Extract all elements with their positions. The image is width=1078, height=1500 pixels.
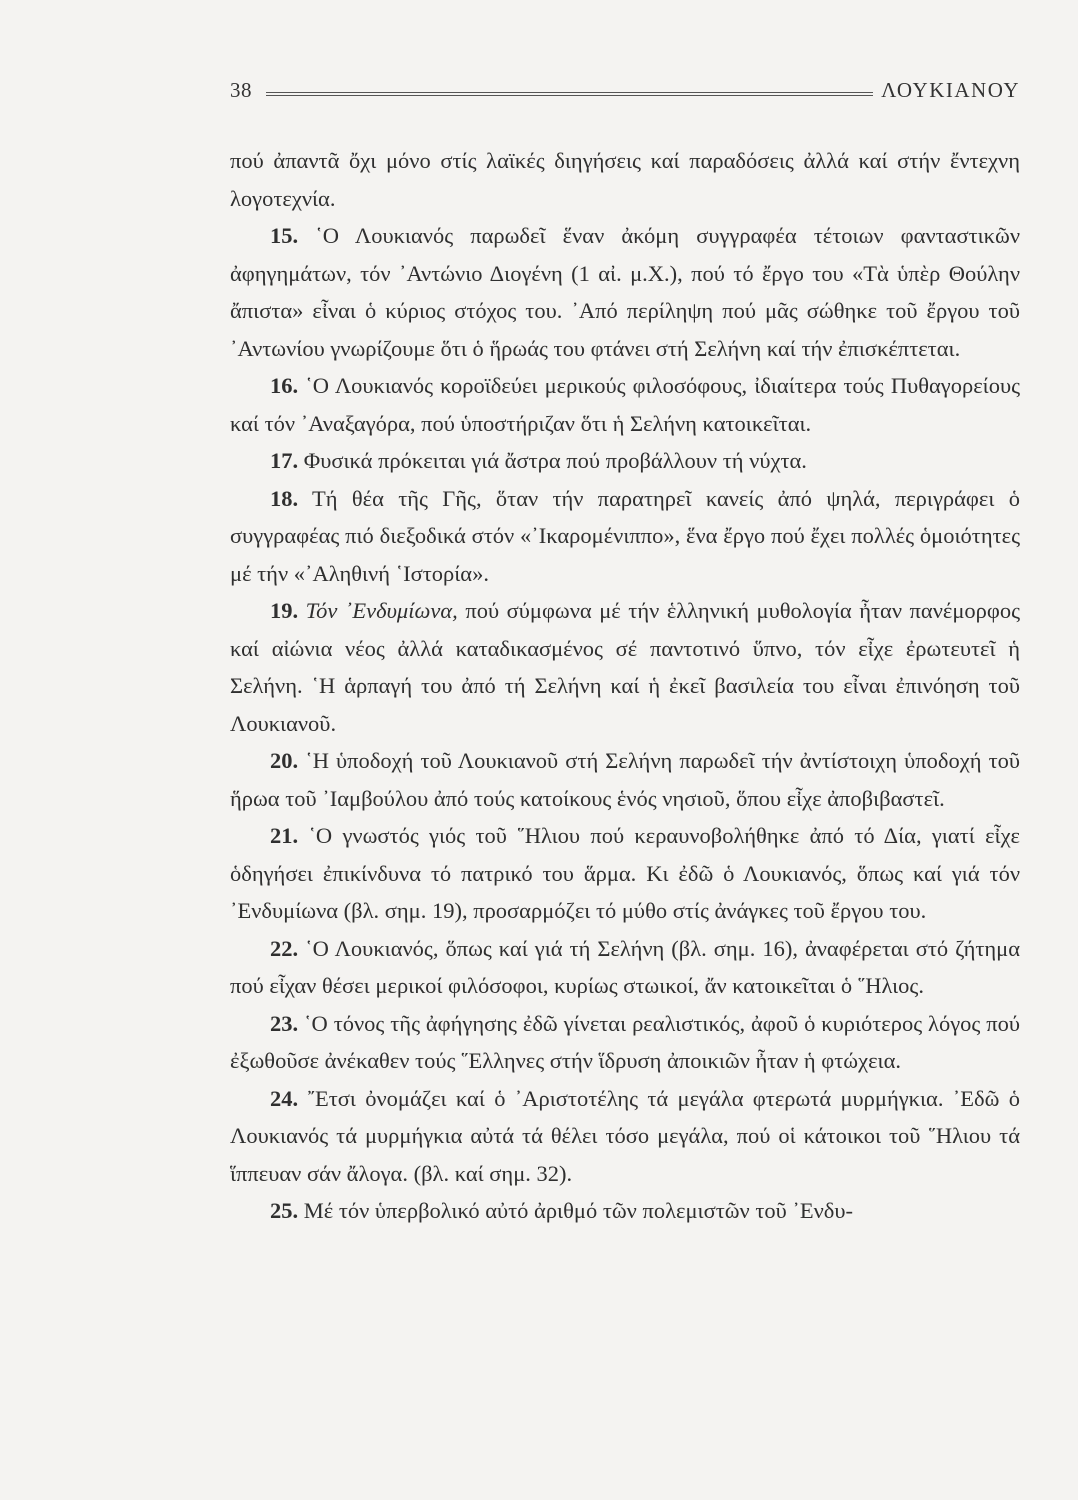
note-text: ῎Ετσι ὀνομάζει καί ὁ ᾿Αριστοτέλης τά μεγάλα φτερωτά μυρμήγκια. ᾿Εδῶ ὁ Λουκιανός τά μυρμήγκια αὐτά τά θέλει τόσο μεγάλα, πού οἱ κάτοικοι τοῦ ῞Ηλιου τά ἵππευαν σάν ἄλογα. (βλ. καί σημ. 32). xyxy=(230,1085,1020,1186)
page-number: 38 xyxy=(230,77,252,102)
continuation-paragraph: πού ἀπαντᾶ ὄχι μόνο στίς λαϊκές διηγήσεις καί παραδόσεις ἀλλά καί στήν ἔντεχνη λογοτεχνία. xyxy=(230,148,1020,211)
note-21 xyxy=(230,817,1020,930)
note-number: 16. xyxy=(270,373,299,398)
note-text: πού σύμφωνα μέ τήν ἑλληνική μυθολογία ἦταν πανέμορφος καί αἰώνια νέος ἀλλά καταδικασμένος σέ παντοτινό ὕπνο, τόν εἶχε ἐρωτευτεῖ ἡ Σελήνη. ῾Η ἁρπαγή του ἀπό τή Σελήνη καί ἡ ἐκεῖ βασιλεία του εἶναι ἐπινόηση τοῦ Λουκιανοῦ. xyxy=(230,598,1021,736)
note-16 xyxy=(230,367,1020,442)
note-19 xyxy=(230,592,1020,742)
note-number: 19. xyxy=(270,598,299,623)
note-number: 15. xyxy=(270,223,299,248)
note-text: ῾Ο Λουκιανός κοροϊδεύει μερικούς φιλοσόφους, ἰδιαίτερα τούς Πυθαγορείους καί τόν ᾿Αναξαγόρα, πού ὑποστήριζαν ὅτι ἡ Σελήνη κατοικεῖται. xyxy=(230,373,1020,436)
note-number: 21. xyxy=(270,823,299,848)
note-number: 24. xyxy=(270,1085,299,1111)
note-number: 25. xyxy=(270,1198,299,1223)
note-text: Φυσικά πρόκειται γιά ἄστρα πού προβάλλουν τή νύχτα. xyxy=(303,448,807,473)
note-text: ῾Ο Λουκιανός παρωδεῖ ἕναν ἀκόμη συγγραφέα τέτοιων φανταστικῶν ἀφηγημάτων, τόν ᾿Αντώνιο Διογένη (1 αἰ. μ.Χ.), πού τό ἔργο του «Τὰ ὑπὲρ Θούλην ἄπιστα» εἶναι ὁ κύριος στόχος του. ᾿Από περίληψη πού μᾶς σώθηκε τοῦ ἔργου τοῦ ᾿Αντωνίου γνωρίζουμε ὅτι ὁ ἥρωάς του φτάνει στή Σελήνη καί τήν ἐπισκέπτεται. xyxy=(230,223,1021,361)
note-22 xyxy=(230,930,1020,1005)
note-text: Τή θέα τῆς Γῆς, ὅταν τήν παρατηρεῖ κανείς ἀπό ψηλά, περιγράφει ὁ συγγραφέας πιό διεξοδικά στόν «᾿Ικαρομένιππο», ἕνα ἔργο πού ἔχει πολλές ὁμοιότητες μέ τήν «᾿Αληθινή ῾Ιστορία». xyxy=(230,485,1020,586)
note-20 xyxy=(230,742,1020,817)
note-text: ῾Ο γνωστός γιός τοῦ ῞Ηλιου πού κεραυνοβολήθηκε ἀπό τό Δία, γιατί εἶχε ὁδηγήσει ἐπικίνδυνα τό πατρικό του ἅρμα. Κι ἐδῶ ὁ Λουκιανός, ὅπως καί γιά τόν ᾿Ενδυμίωνα (βλ. σημ. 19), προσαρμόζει τό μύθο στίς ἀνάγκες τοῦ ἔργου του. xyxy=(230,823,1021,923)
running-title: ΛΟΥΚΙΑΝΟΥ xyxy=(881,77,1020,102)
note-text: Μέ τόν ὑπερβολικό αὐτό ἀριθμό τῶν πολεμιστῶν τοῦ ᾿Ενδυ- xyxy=(303,1198,854,1223)
note-number: 17. xyxy=(270,448,299,473)
note-23 xyxy=(230,1005,1020,1080)
notes-text xyxy=(230,142,1020,1230)
note-text: ῾Ο Λουκιανός, ὅπως καί γιά τή Σελήνη (βλ. σημ. 16), ἀναφέρεται στό ζήτημα πού εἶχαν θέσει μερικοί φιλόσοφοι, κυρίως στωικοί, ἄν κατοικεῖται ὁ ῞Ηλιος. xyxy=(230,935,1020,998)
note-italic-term: Τόν ᾿Ενδυμίωνα, xyxy=(305,598,458,623)
note-17 xyxy=(230,442,1020,480)
note-15 xyxy=(230,217,1020,367)
page-header xyxy=(230,72,1020,108)
note-25 xyxy=(230,1192,1020,1230)
header-rule xyxy=(266,92,873,96)
note-text: ῾Ο τόνος τῆς ἀφήγησης ἐδῶ γίνεται ρεαλιστικός, ἀφοῦ ὁ κυριότερος λόγος πού ἐξωθοῦσε ἀνέκαθεν τούς ῞Ελληνες στήν ἵδρυση ἀποικιῶν ἦταν ἡ φτώχεια. xyxy=(230,1010,1020,1073)
note-number: 18. xyxy=(270,485,299,511)
note-text: ῾Η ὑποδοχή τοῦ Λουκιανοῦ στή Σελήνη παρωδεῖ τήν ἀντίστοιχη ὑποδοχή τοῦ ἥρωα τοῦ ᾿Ιαμβούλου ἀπό τούς κατοίκους ἑνός νησιοῦ, ὅπου εἶχε ἀποβιβαστεῖ. xyxy=(230,748,1021,811)
note-number: 20. xyxy=(270,748,299,773)
note-24 xyxy=(230,1080,1020,1193)
note-18 xyxy=(230,480,1020,593)
note-number: 22. xyxy=(270,935,299,961)
note-number: 23. xyxy=(270,1010,299,1036)
